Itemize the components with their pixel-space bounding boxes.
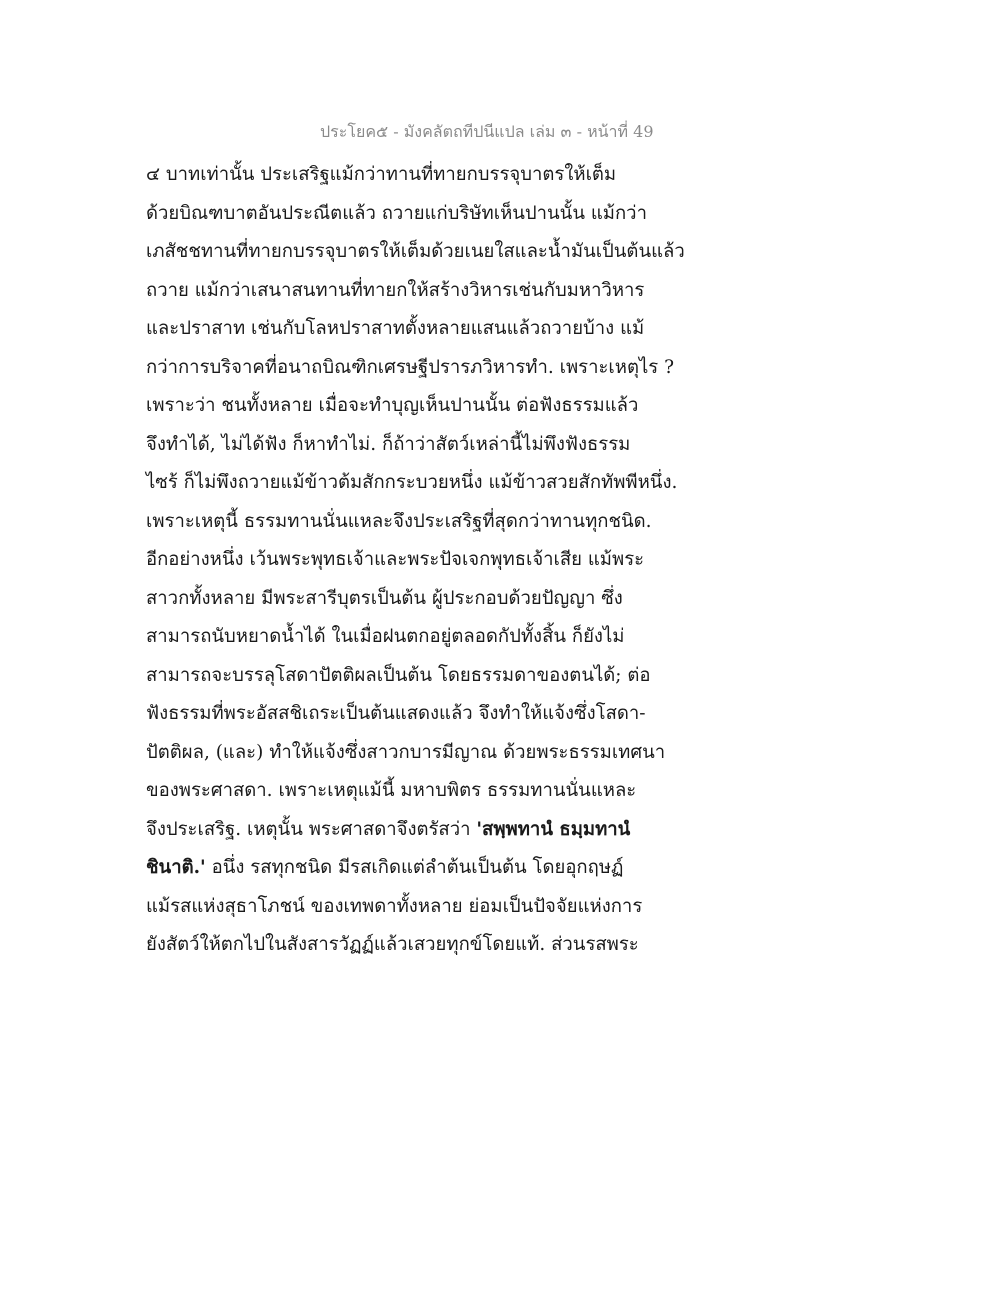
text-line: ยังสัตว์ให้ตกไปในสังสารวัฏฏ์แล้วเสวยทุกข์โดยแท้. ส่วนรสพระ	[146, 934, 639, 955]
text-line: ของพระศาสดา. เพราะเหตุแม้นี้ มหาบพิตร ธรรมทานนั่นแหละ	[146, 780, 637, 801]
text-line: ไซร้ ก็ไม่พึงถวายแม้ข้าวต้มสักกระบวยหนึ่ง แม้ข้าวสวยสักทัพพีหนึ่ง.	[146, 472, 678, 493]
pali-quote: ชินาติ.'	[146, 857, 206, 878]
text-line: สาวกทั้งหลาย มีพระสารีบุตรเป็นต้น ผู้ประกอบด้วยปัญญา ซึ่ง	[146, 587, 623, 609]
text-line: สามารถนับหยาดน้ำได้ ในเมื่อฝนตกอยู่ตลอดกัปทั้งสิ้น ก็ยังไม่	[146, 626, 625, 647]
text-line: สามารถจะบรรลุโสดาปัตติผลเป็นต้น โดยธรรมดาของตนได้; ต่อ	[146, 664, 651, 686]
text-line: ปัตติผล, (และ) ทำให้แจ้งซึ่งสาวกบารมีญาณ ด้วยพระธรรมเทศนา	[146, 741, 666, 763]
text-line: ฟังธรรมที่พระอัสสชิเถระเป็นต้นแสดงแล้ว จึงทำให้แจ้งซึ่งโสดา-	[146, 703, 646, 724]
text-line: เพราะว่า ชนทั้งหลาย เมื่อจะทำบุญเห็นปานนั้น ต่อฟังธรรมแล้ว	[146, 395, 639, 416]
text-line: และปราสาท เช่นกับโลหปราสาทตั้งหลายแสนแล้วถวายบ้าง แม้	[146, 318, 645, 339]
text-line: ๔ บาทเท่านั้น ประเสริฐแม้กว่าทานที่ทายกบรรจุบาตรให้เต็ม	[146, 164, 617, 185]
text-line: กว่าการบริจาคที่อนาถบิณฑิกเศรษฐีปรารภวิหารทำ. เพราะเหตุไร ?	[146, 356, 674, 378]
text-line: อีกอย่างหนึ่ง เว้นพระพุทธเจ้าและพระปัจเจกพุทธเจ้าเสีย แม้พระ	[146, 549, 645, 570]
running-header: ประโยค๕ - มังคลัตถทีปนีแปล เล่ม ๓ - หน้าที่ 49	[320, 122, 654, 141]
text-line: เภสัชชทานที่ทายกบรรจุบาตรให้เต็มด้วยเนยใสและน้ำมันเป็นต้นแล้ว	[146, 241, 685, 262]
text-line: ถวาย แม้กว่าเสนาสนทานที่ทายกให้สร้างวิหารเช่นกับมหาวิหาร	[146, 279, 645, 301]
text-line: จึงประเสริฐ. เหตุนั้น พระศาสดาจึงตรัสว่า 'สพฺพทานํ ธมฺมทานํ	[146, 818, 631, 840]
text-line: ชินาติ.' อนึ่ง รสทุกชนิด มีรสเกิดแต่ลำต้นเป็นต้น โดยอุกฤษฏ์	[146, 857, 624, 878]
text-line: เพราะเหตุนี้ ธรรมทานนั่นแหละจึงประเสริฐที่สุดกว่าทานทุกชนิด.	[146, 510, 652, 532]
text-line: แม้รสแห่งสุธาโภชน์ ของเทพดาทั้งหลาย ย่อมเป็นปัจจัยแห่งการ	[146, 895, 643, 917]
pali-quote: 'สพฺพทานํ ธมฺมทานํ	[476, 818, 631, 840]
text-line: จึงทำได้, ไม่ได้ฟัง ก็หาทำไม่. ก็ถ้าว่าสัตว์เหล่านี้ไม่พึงฟังธรรม	[146, 433, 631, 455]
text-line: ด้วยบิณฑบาตอันประณีตแล้ว ถวายแก่บริษัทเห็นปานนั้น แม้กว่า	[146, 202, 647, 224]
body-text	[146, 156, 706, 965]
